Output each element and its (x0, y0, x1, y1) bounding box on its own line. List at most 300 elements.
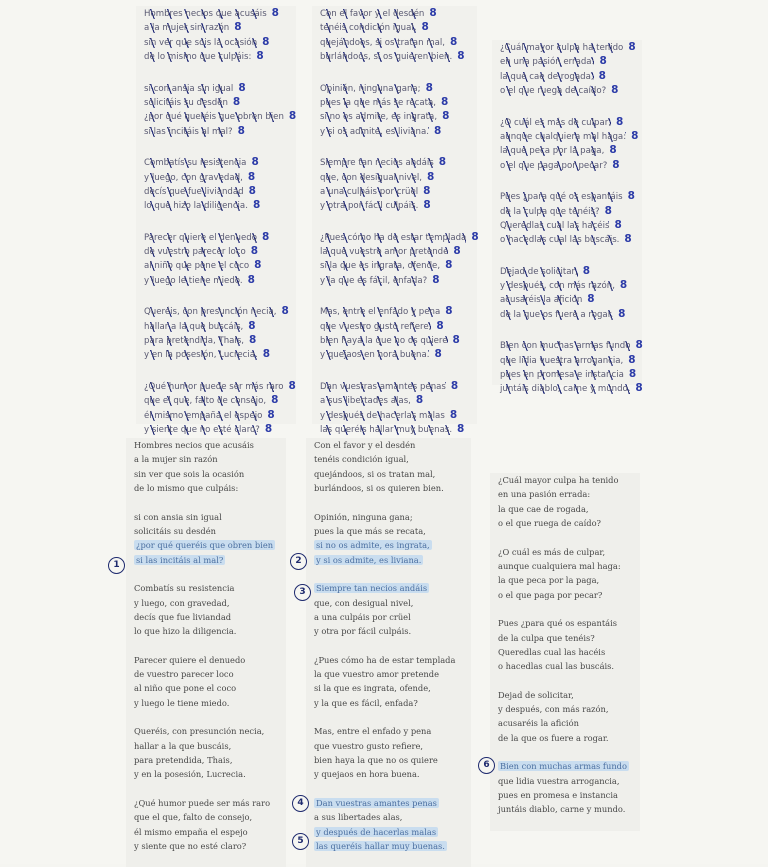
meter-mark: 8 (423, 199, 431, 212)
scan-line-text: y otra por fácil culpáis. (320, 201, 419, 212)
verse-text: para pretendida, Thais, (134, 755, 233, 766)
scan-stanza (144, 230, 296, 288)
scan-line-text: la que peca por la paga, (500, 146, 605, 157)
scan-line (144, 230, 296, 244)
scan-line-text: ¿O cuál es más de culpar, (500, 117, 611, 128)
verse-line (498, 716, 640, 730)
scan-line (144, 319, 296, 333)
annotation-marker-4: 4 (292, 795, 309, 812)
verse-text: Queréis, con presunción necia, (134, 726, 265, 737)
scan-line (320, 304, 477, 318)
scan-line-text: si la que es ingrata, ofende, (320, 261, 441, 272)
stanza (134, 724, 286, 782)
meter-mark: 8 (445, 259, 453, 272)
verse-line (314, 810, 471, 824)
verse-text: a sus libertades alas, (314, 812, 403, 823)
scan-line-text: Dan vuestras amantes penas (320, 381, 446, 392)
scan-line (500, 218, 642, 232)
verse-text: la que cae de rogada, (498, 503, 589, 514)
meter-mark: 8 (271, 394, 279, 407)
annotation-marker-2: 2 (290, 553, 307, 570)
scan-column-2 (312, 6, 479, 435)
verse-line (134, 481, 286, 495)
stanza (314, 581, 471, 639)
verse-line (314, 510, 471, 524)
scan-line-text: y la que es fácil, enfada? (320, 275, 428, 286)
scan-stanza (500, 40, 642, 98)
verse-text: y si os admite, es liviana. (316, 554, 422, 565)
scan-stanza (144, 81, 296, 139)
meter-mark: 8 (251, 156, 259, 169)
verse-text: ¿Cuál mayor culpa ha tenido (498, 475, 619, 485)
verse-text: a una culpáis por crüel (314, 611, 411, 622)
meter-mark: 8 (423, 184, 431, 197)
verse-line (314, 753, 471, 767)
scan-stanza (144, 379, 296, 437)
verse-text: Dan vuestras amantes penas (316, 797, 437, 808)
meter-mark: 8 (432, 273, 440, 286)
stanza (134, 581, 286, 639)
scan-line-text: juntáis diablo, carne y mundo. (500, 384, 631, 395)
scan-line-text: Con el favor y el desdén (320, 9, 425, 19)
meter-mark: 8 (438, 156, 447, 169)
scan-line-text: y luego, con gravedad, (144, 172, 243, 183)
verse-text: juntáis diablo, carne y mundo. (498, 804, 626, 815)
verse-text: Siempre tan necios andáis (316, 583, 428, 594)
scan-line (144, 20, 296, 34)
scan-line-text: bien haya la que no os quiere (320, 336, 448, 347)
meter-mark: 8 (614, 218, 622, 231)
verse-line (498, 731, 640, 745)
scan-line (320, 49, 477, 63)
verse-line (498, 545, 640, 559)
verse-line (134, 610, 286, 624)
meter-mark: 8 (442, 110, 450, 123)
meter-mark: 8 (252, 199, 261, 212)
stanza (498, 616, 640, 674)
highlighted-verse-line (314, 825, 471, 839)
meter-mark: 8 (427, 170, 435, 183)
verse-text: o hacedlas cual las buscáis. (498, 661, 615, 672)
verse-text: y después, con más razón, (498, 704, 609, 715)
scan-line (500, 307, 642, 321)
verse-text: ¿por qué queréis que obren bien (136, 540, 274, 551)
verse-line (314, 681, 471, 695)
verse-text: a la mujer sin razón (134, 454, 218, 465)
verse-line (498, 559, 640, 573)
verse-line (134, 767, 286, 781)
scan-line-text: ¿Cuál mayor culpa ha tenido (500, 43, 624, 53)
scan-line (320, 393, 477, 407)
scan-line (320, 81, 477, 95)
verse-text: lo que hizo la diligencia. (134, 626, 237, 637)
scan-line-text: ¿Pues cómo ha de estar templada (320, 232, 467, 243)
verse-text: Queredlas cual las hacéis (498, 646, 606, 657)
scan-line (320, 333, 477, 347)
verse-line (134, 810, 286, 824)
verse-text: Dejad de solicitar, (498, 689, 574, 700)
scan-line-text: que vuestro gusto refiere, (320, 321, 432, 332)
scan-line (500, 115, 642, 129)
meter-mark: 8 (248, 184, 256, 197)
scan-line-text: la que vuestro amor pretende (320, 247, 449, 258)
stanza (134, 438, 286, 496)
scan-line-text: a una culpáis por crüel (320, 186, 419, 197)
scan-line (320, 244, 477, 258)
verse-line (314, 624, 471, 638)
scan-line (320, 408, 477, 422)
verse-line (314, 481, 471, 495)
scan-line (144, 347, 296, 361)
scan-line-text: y después, con más razón, (500, 281, 615, 292)
verse-text: Con el favor y el desdén (314, 440, 416, 450)
meter-mark: 8 (618, 307, 626, 320)
verse-text: burlándoos, si os quieren bien. (314, 483, 444, 494)
verse-text: la que vuestro amor pretende (314, 669, 439, 680)
meter-mark: 8 (611, 84, 619, 97)
highlighted-verse-line (134, 553, 286, 567)
scan-line (144, 170, 296, 184)
verse-line (134, 510, 286, 524)
scan-line (320, 198, 477, 212)
verse-text: y otra por fácil culpáis. (314, 626, 412, 637)
verse-text: que, con desigual nivel, (314, 597, 414, 608)
verse-line (498, 616, 640, 630)
meter-mark: 8 (445, 305, 453, 318)
meter-mark: 8 (450, 35, 458, 48)
scan-line (144, 393, 296, 407)
scan-line (500, 158, 642, 172)
scan-line (144, 244, 296, 258)
meter-mark: 8 (628, 368, 637, 381)
scan-stanza (320, 230, 477, 288)
scan-line (320, 124, 477, 138)
scan-line (144, 6, 296, 20)
scan-line-text: y después de hacerlas malas (320, 410, 445, 421)
stanza (498, 545, 640, 603)
verse-line (498, 573, 640, 587)
verse-line (498, 502, 640, 516)
verse-line (498, 659, 640, 673)
scan-line (144, 333, 296, 347)
verse-text: en una pasión errada: (498, 489, 591, 500)
verse-line (314, 696, 471, 710)
annotation-marker-3: 3 (294, 584, 311, 601)
scan-line-text: o el que paga por pecar? (500, 160, 608, 171)
verse-text: acusaréis la afición (498, 718, 579, 729)
scan-line (320, 379, 477, 393)
verse-line (314, 739, 471, 753)
meter-mark: 8 (247, 170, 256, 183)
verse-line (498, 516, 640, 530)
meter-mark: 8 (288, 379, 296, 392)
scan-line-text: ¿por qué queréis que obren bien (144, 112, 284, 123)
scan-stanza (500, 264, 642, 322)
scan-line (144, 49, 296, 63)
meter-mark: 8 (628, 353, 636, 366)
scan-line (500, 292, 642, 306)
verse-line (498, 802, 640, 816)
meter-mark: 8 (453, 245, 461, 258)
verse-text: o el que ruega de caído? (498, 518, 602, 529)
scan-line (144, 258, 296, 272)
scan-line (320, 109, 477, 123)
meter-mark: 8 (619, 279, 628, 292)
meter-mark: 8 (612, 158, 620, 171)
scan-line (144, 273, 296, 287)
meter-mark: 8 (247, 273, 255, 286)
scan-line-text: pues la que más se recata, (320, 97, 437, 108)
scan-column-1 (136, 6, 297, 435)
scan-line-text: si las incitáis al mal? (144, 126, 233, 137)
scan-line-text: o el que ruega de caído? (500, 86, 607, 97)
scan-line (320, 230, 477, 244)
verse-line (498, 645, 640, 659)
verse-line (314, 724, 471, 738)
meter-mark: 8 (425, 81, 433, 94)
verse-text: Parecer quiere el denuedo (134, 654, 246, 665)
verse-line (134, 796, 286, 810)
meter-mark: 8 (288, 110, 297, 123)
meter-mark: 8 (628, 41, 636, 53)
highlighted-verse-line (314, 538, 471, 552)
scan-line (500, 353, 642, 367)
verse-text: pues la que más se recata, (314, 525, 426, 536)
scan-line-text: y luego le tiene miedo. (144, 275, 243, 286)
scan-line (320, 155, 477, 169)
verse-text: ¿Qué humor puede ser más raro (134, 797, 271, 808)
scan-line-text: o hacedlas cual las buscáis. (500, 235, 620, 246)
scan-stanza (500, 115, 642, 173)
scan-line-text: Combatís su resistencia (144, 158, 247, 169)
scan-line-text: quejándoos, si os tratan mal, (320, 37, 446, 48)
scan-line-text: aunque cualquiera mal haga: (500, 131, 627, 142)
meter-mark: 8 (615, 115, 624, 128)
meter-mark: 8 (261, 230, 270, 243)
scan-line (320, 347, 477, 361)
scan-stanza (500, 338, 642, 396)
meter-mark: 8 (429, 7, 437, 19)
verse-line (134, 524, 286, 538)
meter-mark: 8 (457, 422, 465, 435)
meter-mark: 8 (449, 408, 458, 421)
verse-text: si la que es ingrata, ofende, (314, 683, 431, 694)
scan-line (320, 422, 477, 436)
scan-stanza (144, 155, 296, 213)
scan-line-text: acusaréis la afición (500, 295, 583, 306)
meter-mark: 8 (635, 339, 643, 352)
verse-text: quejándoos, si os tratan mal, (314, 468, 436, 479)
meter-mark: 8 (635, 382, 643, 395)
meter-mark: 8 (238, 81, 246, 94)
verse-text: si las incitáis al mal? (136, 554, 224, 565)
meter-mark: 8 (250, 245, 259, 258)
meter-mark: 8 (262, 348, 271, 361)
verse-text: y luego, con gravedad, (134, 597, 230, 608)
scan-line (144, 155, 296, 169)
verse-line (498, 688, 640, 702)
verse-text: si no os admite, es ingrata, (316, 540, 430, 551)
meter-mark: 8 (436, 319, 444, 332)
scan-line (320, 273, 477, 287)
verse-text: de la culpa que tenéis? (498, 632, 595, 643)
scan-line-text: de la que os fuere a rogar. (500, 309, 614, 320)
highlighted-verse-line (314, 839, 471, 853)
verse-text: Hombres necios que acusáis (134, 440, 254, 450)
scan-line-text: lo que hizo la diligencia. (144, 201, 248, 212)
scan-line (500, 69, 642, 83)
scan-stanza (144, 304, 296, 362)
scan-line-text: y quejaos en hora buena. (320, 350, 430, 361)
scan-line-text: de la culpa que tenéis? (500, 206, 600, 217)
scan-line (500, 83, 642, 97)
meter-mark: 8 (237, 124, 245, 137)
scan-line (320, 20, 477, 34)
verse-line (134, 667, 286, 681)
scan-line (320, 184, 477, 198)
scan-line (500, 143, 642, 157)
meter-mark: 8 (604, 204, 612, 217)
scan-line-text: de lo mismo que culpáis: (144, 52, 252, 63)
scan-line (500, 40, 642, 54)
scan-line (320, 258, 477, 272)
scan-line-text: y en la posesión, Lucrecia. (144, 350, 258, 361)
meter-mark: 8 (450, 379, 459, 392)
scan-line (144, 81, 296, 95)
meter-mark: 8 (415, 394, 424, 407)
scan-line-text: burlándoos, si os quieren bien. (320, 52, 453, 63)
scan-line-text: Opinión, ninguna gana; (320, 83, 421, 94)
scan-line-text: decís que fue liviandad (144, 186, 244, 197)
stanza (314, 796, 471, 854)
meter-mark: 8 (264, 422, 273, 435)
verse-text: sin ver que sois la ocasión (134, 468, 245, 479)
scan-line (144, 95, 296, 109)
scan-line (320, 319, 477, 333)
verse-text: él mismo empaña el espejo (134, 826, 248, 837)
verse-text: de lo mismo que culpáis: (134, 483, 239, 494)
verse-text: Pues ¿para qué os espantáis (498, 618, 618, 629)
verse-text: que el que, falto de consejo, (134, 812, 253, 823)
scan-line (500, 204, 642, 218)
meter-mark: 8 (248, 319, 256, 332)
verse-text: Bien con muchas armas fundo (500, 761, 627, 772)
scan-line (144, 422, 296, 436)
meter-mark: 8 (631, 129, 639, 142)
verse-line (314, 610, 471, 624)
verse-line (134, 696, 286, 710)
highlighted-verse-line (314, 796, 471, 810)
stanza (134, 510, 286, 568)
verse-line (134, 724, 286, 738)
scan-line-text: Pues ¿para qué os espantáis (500, 192, 623, 203)
verse-line (314, 438, 471, 452)
verse-text: de vuestro parecer loco (134, 669, 234, 680)
scan-line-text: la que cae de rogada, (500, 71, 594, 82)
scan-stanza (320, 6, 477, 64)
verse-text: Mas, entre el enfado y pena (314, 726, 432, 737)
scan-line (144, 124, 296, 138)
verse-text: las queréis hallar muy buenas. (316, 840, 445, 851)
verse-text: Combatís su resistencia (134, 583, 235, 594)
scan-line-text: que, con desigual nivel, (320, 172, 423, 183)
meter-mark: 8 (254, 259, 262, 272)
stanza (498, 759, 640, 817)
meter-mark: 8 (434, 348, 442, 361)
verse-text: bien haya la que no os quiere (314, 755, 438, 766)
scan-line-text: las queréis hallar muy buenas. (320, 424, 453, 435)
scan-line (320, 35, 477, 49)
verse-line (314, 653, 471, 667)
verse-line (498, 588, 640, 602)
verse-line (314, 524, 471, 538)
scan-line-text: si no os admite, es ingrata, (320, 112, 438, 123)
stanza (314, 510, 471, 568)
verse-line (498, 631, 640, 645)
scan-line-text: ¿Qué humor puede ser más raro (144, 381, 284, 392)
scan-line-text: Dejad de solicitar, (500, 266, 578, 277)
meter-mark: 8 (249, 334, 257, 347)
scan-line (500, 232, 642, 246)
verse-text: y siente que no esté claro? (134, 840, 247, 851)
scan-line (144, 35, 296, 49)
scan-line-text: Siempre tan necios andáis (320, 158, 434, 169)
scan-line (500, 264, 642, 278)
meter-mark: 8 (232, 95, 241, 108)
verse-line (134, 452, 286, 466)
scan-line (500, 278, 642, 292)
verse-text: que lidia vuestra arrogancia, (498, 775, 620, 786)
verse-text: y quejaos en hora buena. (314, 769, 420, 780)
verse-text: decís que fue liviandad (134, 611, 232, 622)
scan-line-text: que lidia vuestra arrogancia, (500, 355, 624, 366)
meter-mark: 8 (433, 124, 442, 137)
scan-line (500, 338, 642, 352)
stanza (498, 688, 640, 746)
scan-line (320, 6, 477, 20)
scan-line (144, 304, 296, 318)
verse-line (134, 681, 286, 695)
stanza (314, 653, 471, 711)
verse-text: Opinión, ninguna gana; (314, 511, 413, 522)
scan-stanza (500, 189, 642, 247)
text-column-1 (126, 438, 286, 867)
meter-mark: 8 (262, 35, 270, 48)
verse-text: si con ansia sin igual (134, 511, 222, 522)
verse-line (498, 473, 640, 487)
meter-mark: 8 (267, 408, 275, 421)
scan-line (144, 184, 296, 198)
text-column-2 (306, 438, 471, 867)
scan-line (500, 129, 642, 143)
verse-line (314, 767, 471, 781)
scan-line-text: solicitáis su desdén (144, 97, 228, 108)
stanza (134, 653, 286, 711)
scan-stanza (320, 81, 477, 139)
scan-line-text: de vuestro parecer loco (144, 247, 246, 258)
verse-text: al niño que pone el coco (134, 683, 237, 694)
stanza (134, 796, 286, 854)
annotation-marker-5: 5 (292, 833, 309, 850)
highlighted-verse-line (134, 538, 286, 552)
verse-text: de la que os fuere a rogar. (498, 732, 609, 743)
scan-line-text: hallar a la que buscáis, (144, 321, 244, 332)
verse-text: tenéis condición igual, (314, 454, 409, 465)
verse-line (134, 753, 286, 767)
verse-line (498, 702, 640, 716)
scan-line (144, 379, 296, 393)
highlighted-verse-line (314, 553, 471, 567)
